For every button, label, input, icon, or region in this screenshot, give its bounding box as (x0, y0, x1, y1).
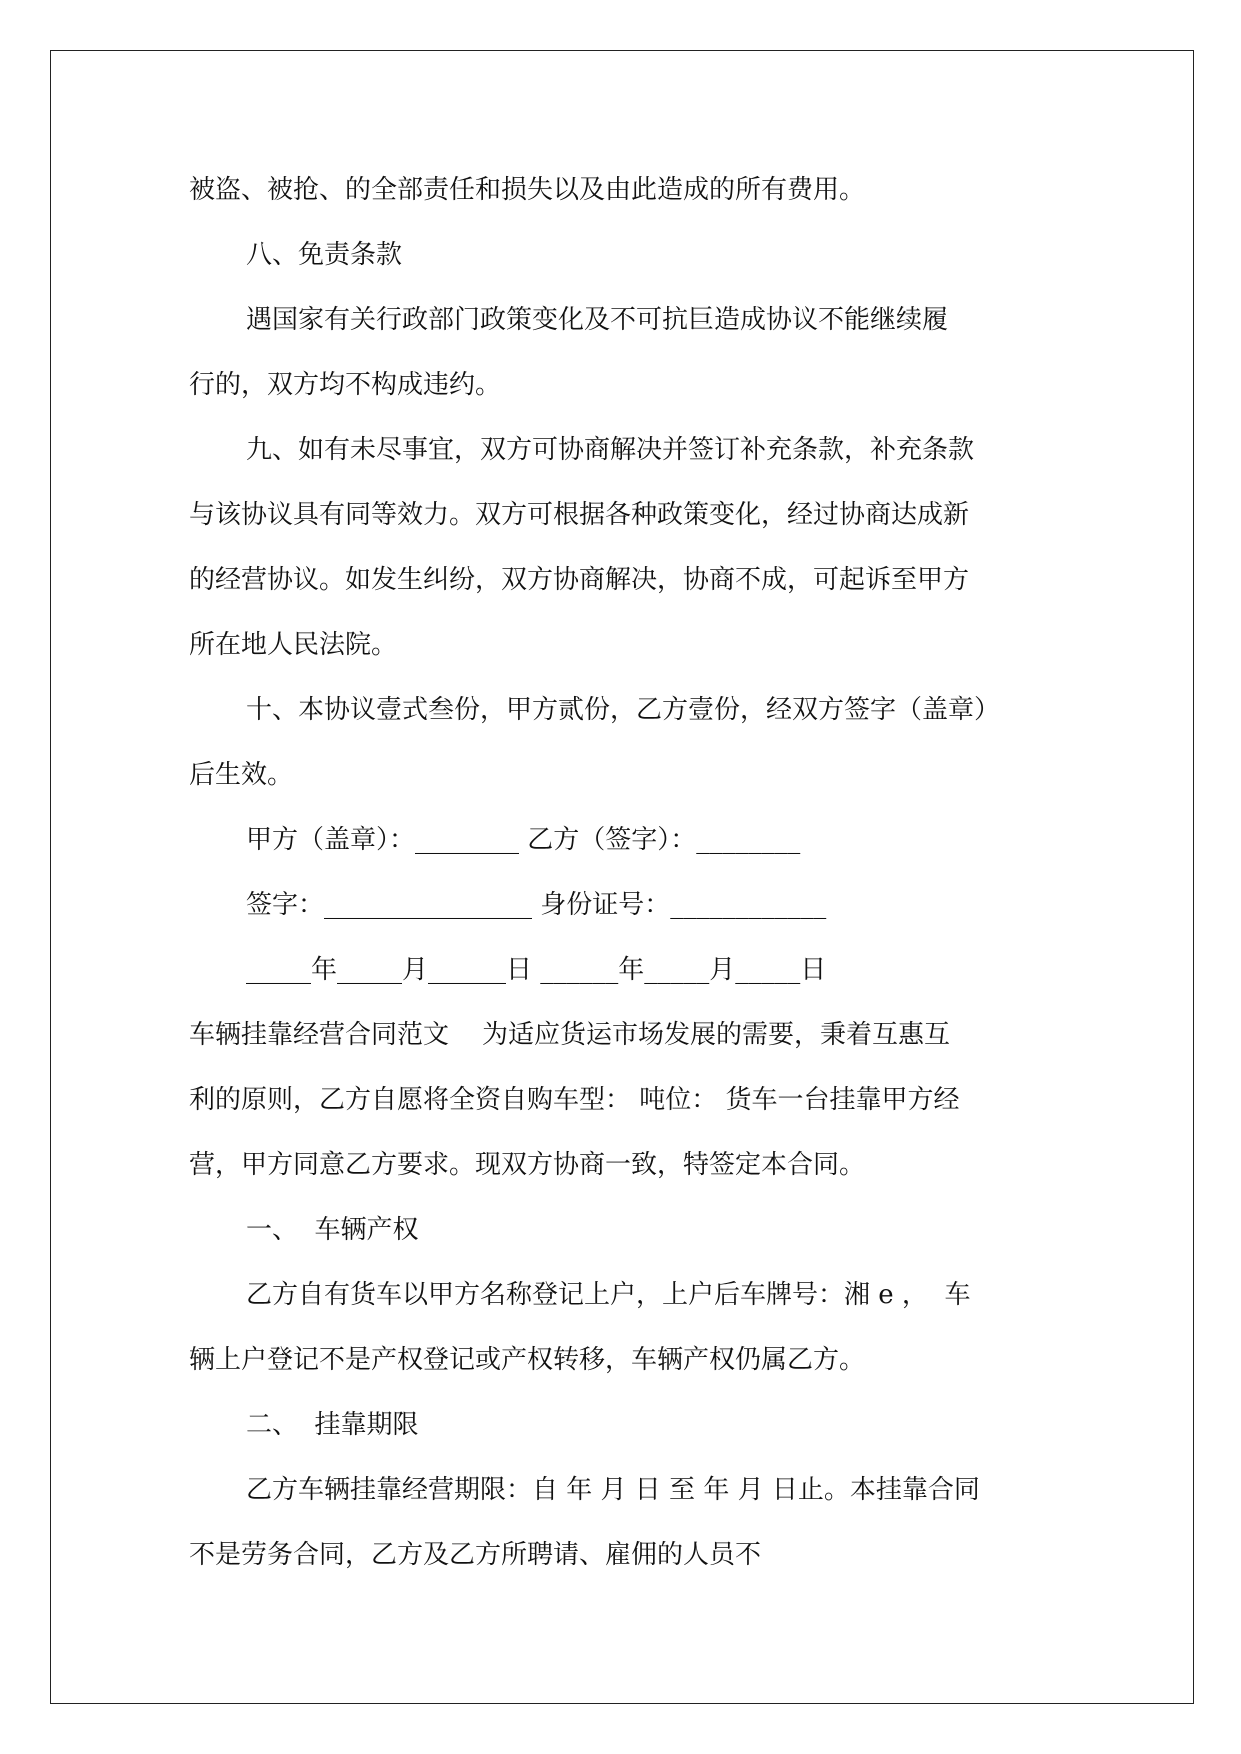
signature-line-party: 甲方（盖章）：________ 乙方（签字）：________ (246, 825, 801, 855)
section-heading: 一、 车辆产权 (246, 1215, 419, 1245)
text-line: 利的原则，乙方自愿将全资自购车型： 吨位： 货车一台挂靠甲方经 (189, 1085, 960, 1115)
text-line: 乙方车辆挂靠经营期限：自 年 月 日 至 年 月 日止。本挂靠合同 (246, 1475, 980, 1505)
signature-line-id: 签字：________________ 身份证号：____________ (246, 890, 827, 920)
text-line: 所在地人民法院。 (189, 630, 398, 660)
text-line: 营，甲方同意乙方要求。现双方协商一致，特签定本合同。 (189, 1150, 866, 1180)
text-line: 遇国家有关行政部门政策变化及不可抗巨造成协议不能继续履 (246, 305, 949, 335)
text-line: 与该协议具有同等效力。双方可根据各种政策变化，经过协商达成新 (189, 500, 970, 530)
text-line: 十、本协议壹式叁份，甲方贰份，乙方壹份，经双方签字（盖章） (246, 695, 1001, 725)
text-line: 辆上户登记不是产权登记或产权转移，车辆产权仍属乙方。 (189, 1345, 866, 1375)
text-line: 乙方自有货车以甲方名称登记上户，上户后车牌号：湘 e ， 车 (246, 1280, 971, 1310)
text-line: 行的，双方均不构成违约。 (189, 370, 502, 400)
text-line: 九、如有未尽事宜，双方可协商解决并签订补充条款，补充条款 (246, 435, 975, 465)
text-line: 后生效。 (189, 760, 294, 790)
signature-line-date: _____年_____月______日 ______年_____月_____日 (246, 955, 827, 985)
document-body (189, 158, 1059, 1588)
section-heading: 八、免责条款 (246, 240, 403, 270)
text-line: 被盗、被抢、的全部责任和损失以及由此造成的所有费用。 (189, 175, 866, 205)
section-heading: 二、 挂靠期限 (246, 1410, 419, 1440)
text-line: 的经营协议。如发生纠纷，双方协商解决，协商不成，可起诉至甲方 (189, 565, 970, 595)
text-line: 车辆挂靠经营合同范文 为适应货运市场发展的需要，秉着互惠互 (189, 1020, 951, 1050)
text-line: 不是劳务合同，乙方及乙方所聘请、雇佣的人员不 (189, 1540, 762, 1570)
